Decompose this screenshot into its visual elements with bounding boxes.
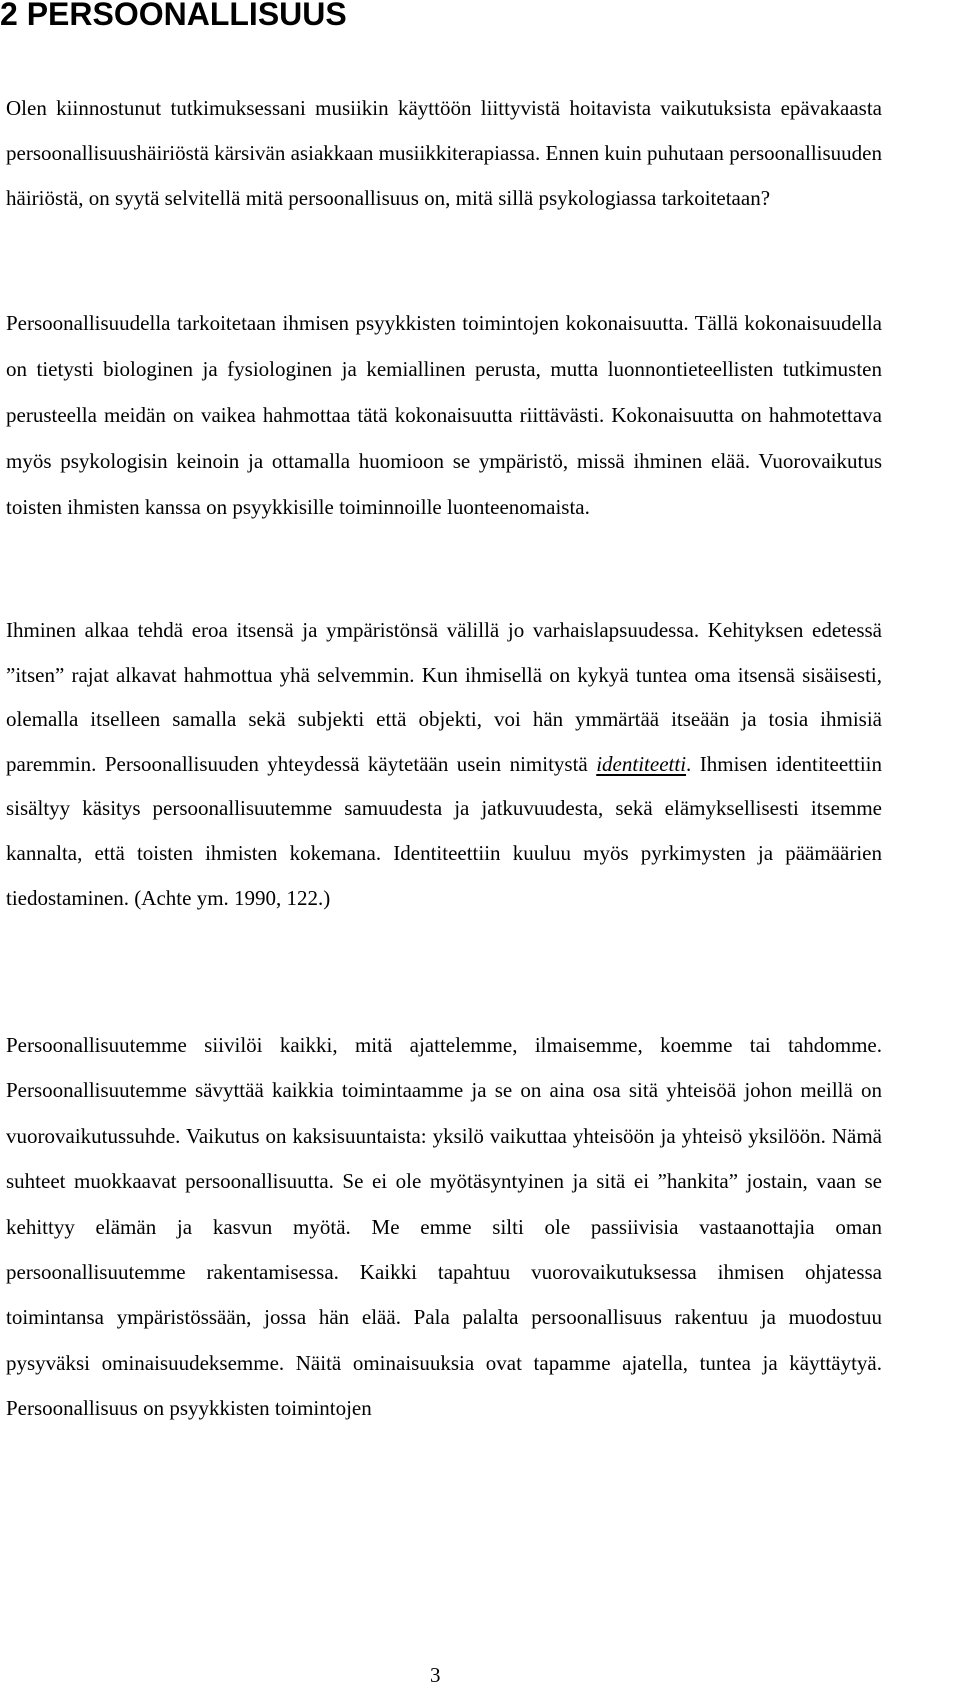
paragraph-intro: Olen kiinnostunut tutkimuksessani musiikin käyttöön liittyvistä hoitavista vaikutuksista epävakaasta persoonallisuushäiriöstä kärsivän asiakkaan musiikkiterapiassa. Ennen kuin puhutaan persoonallisuuden häiriöstä, on syytä selvitellä mitä persoonallisuus on, mitä sillä psykologiassa tarkoitetaan? [6, 96, 882, 210]
paragraph-identity-text-before: Ihminen alkaa tehdä eroa itsensä ja ympäristönsä välillä jo varhaislapsuudessa. Kehityksen edetessä ”itsen” rajat alkavat hahmottua yhä selvemmin. Kun ihmisellä on kykyä tuntea oma itsensä sisäisesti, olemalla itselleen samalla sekä subjekti että objekti, voi hän ymmärtää itseään ja tosia ihmisiä paremmin. Persoonallisuuden yhteydessä käytetään usein nimitystä [6, 618, 882, 776]
page-number: 3 [430, 1663, 441, 1687]
section-heading: 2 PERSOONALLISUUS [0, 0, 347, 32]
paragraph-identity [6, 608, 882, 920]
paragraph-identity-text-after: . Ihmisen identiteettiin sisältyy käsitys persoonallisuutemme samuudesta ja jatkuvuudesta, sekä elämyksellisesti itsemme kannalta, että toisten ihmisten kokemana. Identiteettiin kuuluu myös pyrkimysten ja päämäärien tiedostaminen. (Achte ym. 1990, 122.) [6, 751, 882, 910]
identity-term: identiteetti [596, 751, 687, 776]
paragraph-development: Persoonallisuutemme siivilöi kaikki, mitä ajattelemme, ilmaisemme, koemme tai tahdomme. Persoonallisuutemme sävyttää kaikkia toimintaamme ja se on aina osa sitä yhteisöä johon meillä on vuorovaikutussuhde. Vaikutus on kaksisuuntaista: yksilö vaikuttaa yhteisöön ja yhteisö yksilöön. Nämä suhteet muokkaavat persoonallisuutta. Se ei ole myötäsyntyinen ja sitä ei ”hankita” jostain, vaan se kehittyy elämän ja kasvun myötä. Me emme silti ole passiivisia vastaanottajia oman persoonallisuutemme rakentamisessa. Kaikki tapahtuu vuorovaikutuksessa ihmisen ohjatessa toimintansa ympäristössään, jossa hän elää. Pala palalta persoonallisuus rakentuu ja muodostuu pysyväksi ominaisuudeksemme. Näitä ominaisuuksia ovat tapamme ajatella, tuntea ja käyttäytyä. Persoonallisuus on psyykkisten toimintojen [6, 1033, 882, 1421]
paragraph-definition: Persoonallisuudella tarkoitetaan ihmisen psyykkisten toimintojen kokonaisuutta. Tällä kokonaisuudella on tietysti biologinen ja fysiologinen ja kemiallinen perusta, mutta luonnontieteellisten tutkimusten perusteella meidän on vaikea hahmottaa tätä kokonaisuutta riittävästi. Kokonaisuutta on hahmotettava myös psykologisin keinoin ja ottamalla huomioon se ympäristö, missä ihminen elää. Vuorovaikutus toisten ihmisten kanssa on psyykkisille toiminnoille luonteenomaista. [6, 311, 882, 519]
